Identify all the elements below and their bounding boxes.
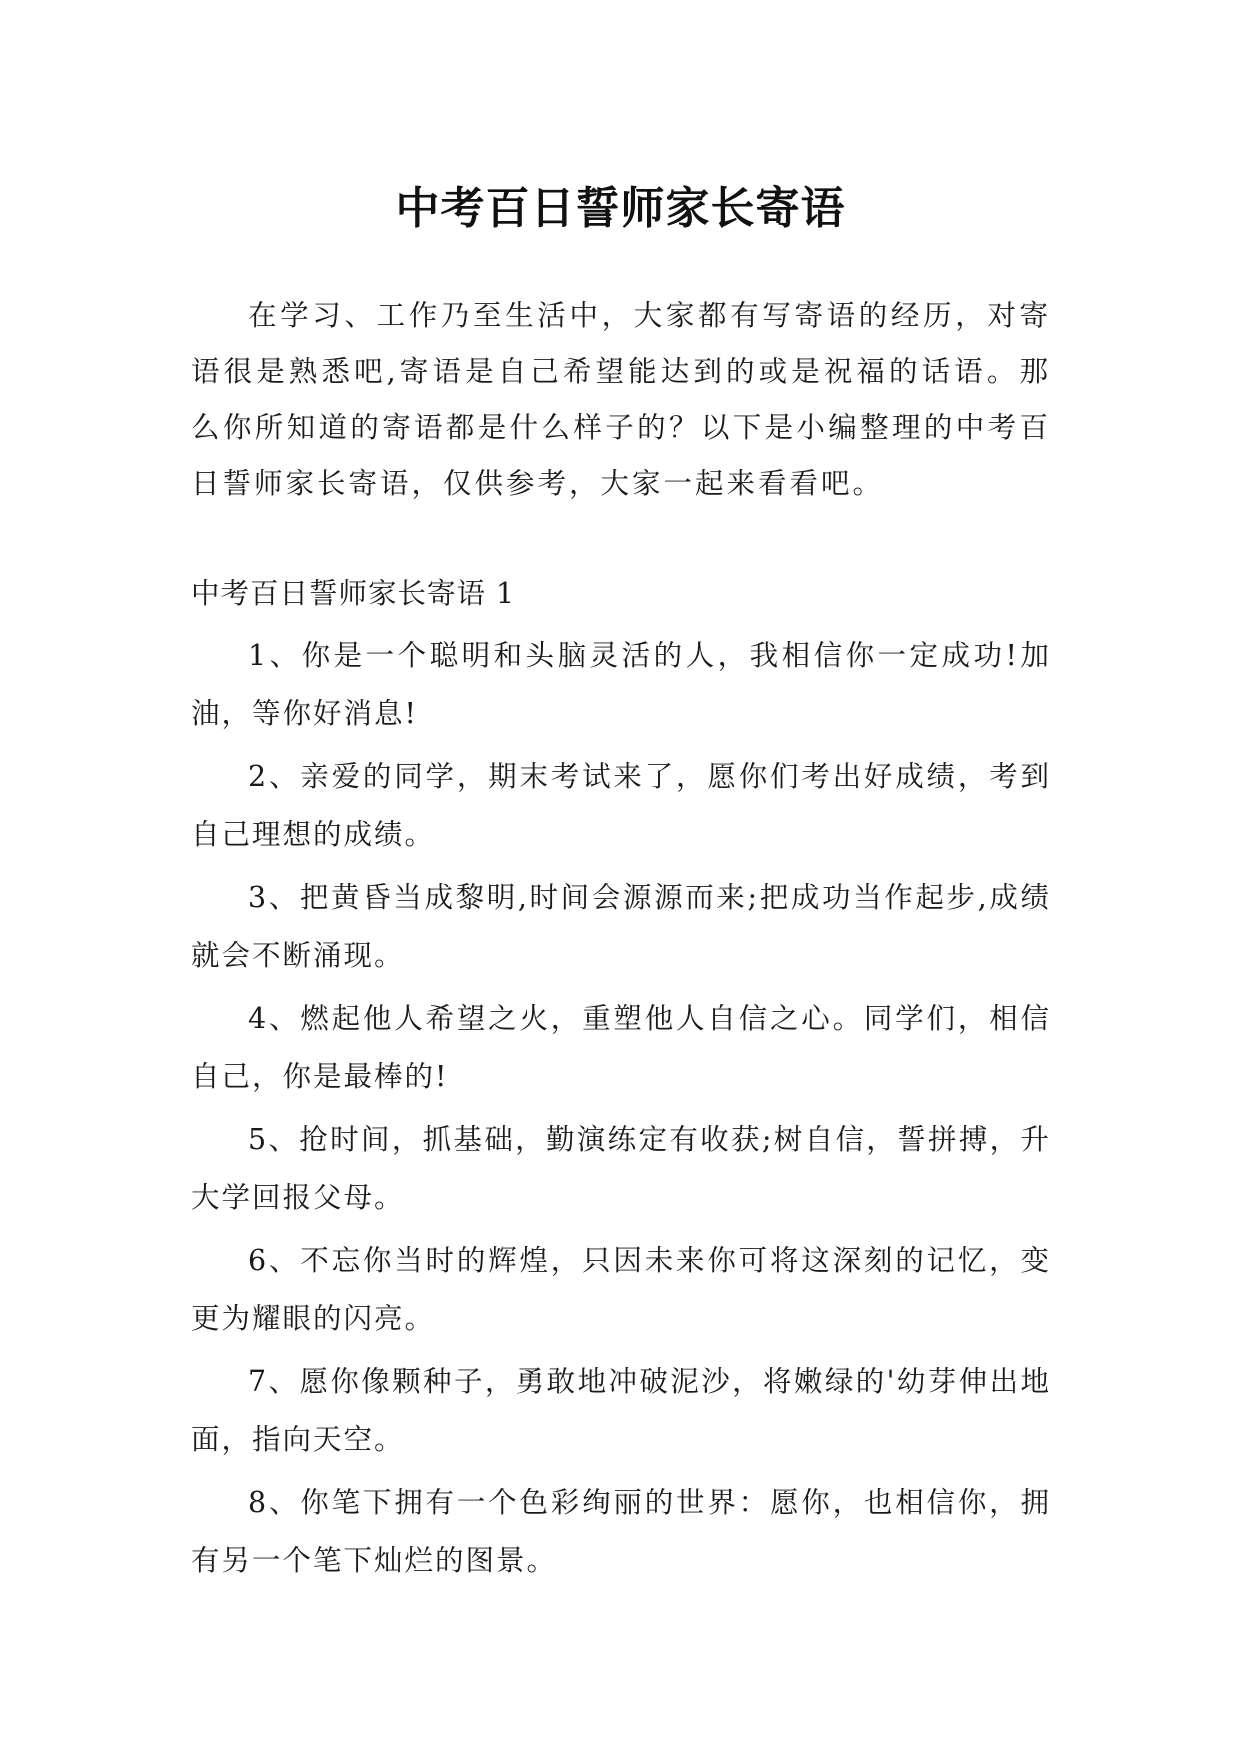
message-item-2: 2、亲爱的同学，期末考试来了，愿你们考出好成绩，考到自己理想的成绩。: [191, 760, 1051, 851]
message-list: [191, 627, 1051, 1590]
message-item-6: 6、不忘你当时的辉煌，只因未来你可将这深刻的记忆，变更为耀眼的闪亮。: [191, 1244, 1051, 1335]
message-item-3: 3、把黄昏当成黎明,时间会源源而来;把成功当作起步,成绩就会不断涌现。: [191, 881, 1051, 972]
message-item-5: 5、抢时间，抓基础，勤演练定有收获;树自信，誓拼搏，升大学回报父母。: [191, 1123, 1051, 1214]
document-title: 中考百日誓师家长寄语: [395, 183, 846, 235]
message-item-1: 1、你是一个聪明和头脑灵活的人，我相信你一定成功!加油，等你好消息!: [191, 639, 1051, 730]
message-item-7: 7、愿你像颗种子，勇敢地冲破泥沙，将嫩绿的'幼芽伸出地面，指向天空。: [191, 1365, 1051, 1456]
message-item-8: 8、你笔下拥有一个色彩绚丽的世界：愿你，也相信你，拥有另一个笔下灿烂的图景。: [191, 1486, 1051, 1577]
section-heading: 中考百日誓师家长寄语 1: [191, 577, 516, 610]
message-item-4: 4、燃起他人希望之火，重塑他人自信之心。同学们，相信自己，你是最棒的!: [191, 1002, 1051, 1093]
intro-paragraph: 在学习、工作乃至生活中，大家都有写寄语的经历，对寄语很是熟悉吧,寄语是自己希望能达到的或是祝福的话语。那么你所知道的寄语都是什么样子的？以下是小编整理的中考百日誓师家长寄语，仅供参考，大家一起来看看吧。: [191, 299, 1051, 500]
document-body: [191, 288, 1051, 1590]
